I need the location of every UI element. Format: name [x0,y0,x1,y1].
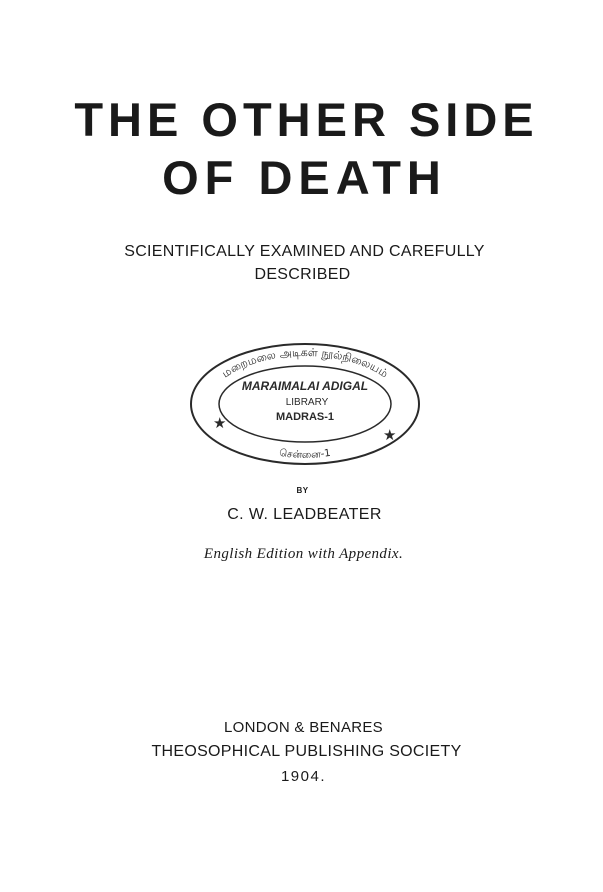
stamp-line-2: LIBRARY [285,397,329,408]
subtitle-line-1: SCIENTIFICALLY EXAMINED AND CAREFULLY [124,243,485,260]
by-label: BY [296,486,309,495]
subtitle-line-2: DESCRIBED [254,266,351,283]
author-name: C. W. LEADBEATER [227,506,382,523]
library-stamp [185,338,425,468]
book-title-line-1: THE OTHER SIDE [74,93,539,146]
book-title-line-2: OF DEATH [162,151,447,204]
stamp-line-3: MADRAS-1 [275,411,335,423]
imprint-year: 1904. [280,768,327,785]
stamp-star-left-icon: ★ [213,414,227,432]
stamp-line-1: MARAIMALAI ADIGAL [241,379,369,393]
stamp-star-right-icon: ★ [383,426,397,444]
imprint-publisher: THEOSOPHICAL PUBLISHING SOCIETY [151,743,462,760]
stamp-bottom-arc-text: சென்னை-1 [278,447,332,462]
stamp-top-arc-text: மறைமலை அடிகள் நூல்நிலையம் [219,345,391,381]
edition-note: English Edition with Appendix. [203,546,404,562]
imprint-place: LONDON & BENARES [223,719,383,736]
